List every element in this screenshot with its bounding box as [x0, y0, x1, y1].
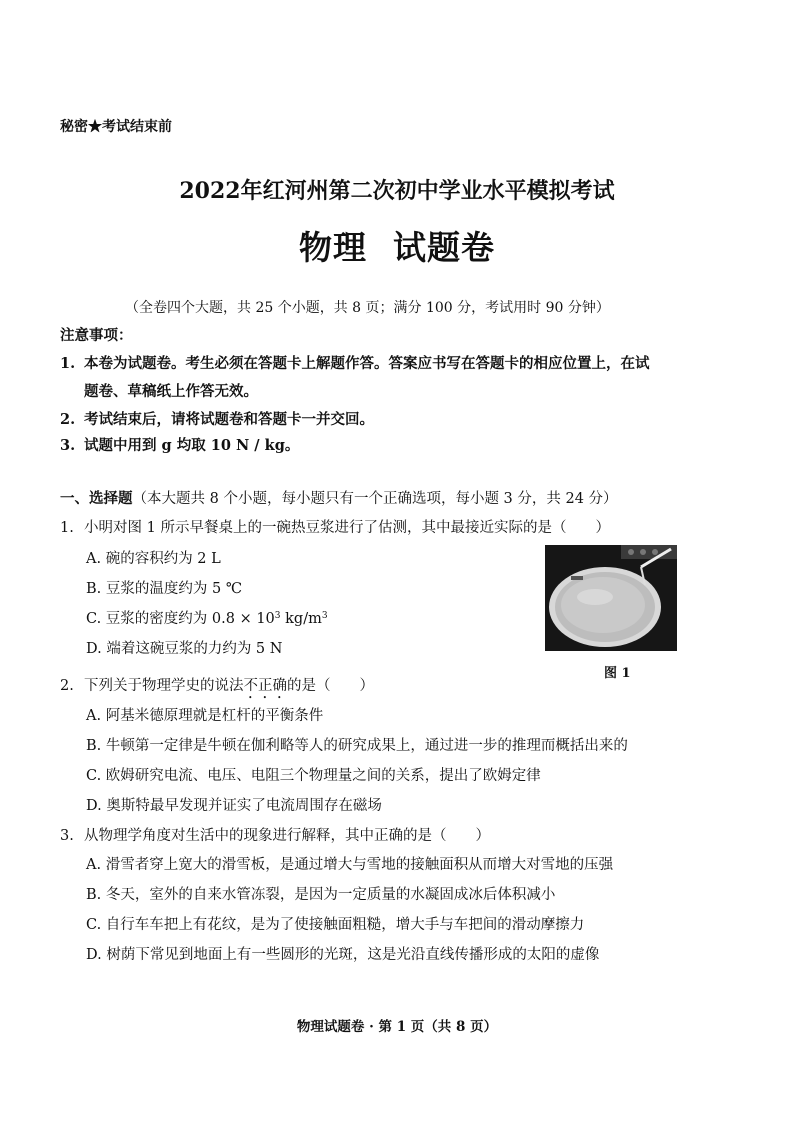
notes-heading: 注意事项：: [60, 327, 133, 344]
option: D. 树荫下常见到地面上有一些圆形的光斑，这是光沿直线传播形成的太阳的虚像: [86, 947, 600, 963]
soy-milk-bowl-photo: [545, 545, 677, 651]
subject-title: [0, 222, 794, 269]
option: D. 奥斯特最早发现并证实了电流周围存在磁场: [86, 798, 382, 814]
confidential-label: 秘密★考试结束前: [60, 119, 172, 135]
option: A. 阿基米德原理就是杠杆的平衡条件: [86, 708, 324, 724]
option: B. 冬天，室外的自来水管冻裂，是因为一定质量的水凝固成冰后体积减小: [86, 887, 556, 903]
question-stem: 2. 下列关于物理学史的说法不正确的是（ ）: [60, 678, 374, 694]
note-item: 3. 试题中用到 g 均取 10 N / kg。: [60, 437, 300, 454]
option: D. 端着这碗豆浆的力约为 5 N: [86, 641, 283, 657]
note-item-continuation: 题卷、草稿纸上作答无效。: [84, 383, 258, 400]
paper-type: 试题卷: [393, 228, 495, 267]
note-item: 1. 本卷为试题卷。考生必须在答题卡上解题作答。答案应书写在答题卡的相应位置上，在试: [60, 355, 650, 372]
option: C. 豆浆的密度约为 $0.8 \times 10^3$ $kg/m^3$: [86, 611, 328, 627]
subject-name: 物理: [299, 228, 367, 267]
option: B. 牛顿第一定律是牛顿在伽利略等人的研究成果上，通过进一步的推理而概括出来的: [86, 738, 628, 754]
exam-title: 2022年红河州第二次初中学业水平模拟考试: [179, 178, 615, 204]
exam-info: （全卷四个大题，共 25 个小题，共 8 页；满分 100 分，考试用时 90 分钟）: [125, 300, 610, 316]
note-item: 2. 考试结束后，请将试题卷和答题卡一并交回。: [60, 411, 374, 428]
option: B. 豆浆的温度约为 5 ℃: [86, 581, 243, 597]
option: A. 碗的容积约为 2 L: [86, 551, 221, 567]
question-stem: 3. 从物理学角度对生活中的现象进行解释，其中正确的是（ ）: [60, 828, 490, 844]
emphasized-text: 不正确: [243, 678, 287, 694]
question-stem: 1. 小明对图 1 所示早餐桌上的一碗热豆浆进行了估测，其中最接近实际的是（ ）: [60, 520, 610, 536]
option: A. 滑雪者穿上宽大的滑雪板，是通过增大与雪地的接触面积从而增大对雪地的压强: [86, 857, 614, 873]
option: C. 欧姆研究电流、电压、电阻三个物理量之间的关系，提出了欧姆定律: [86, 768, 541, 784]
option: C. 自行车车把上有花纹，是为了使接触面粗糙，增大手与车把间的滑动摩擦力: [86, 917, 585, 933]
section-heading: 一、选择题（本大题共 8 个小题，每小题只有一个正确选项，每小题 3 分，共 24 分）: [60, 490, 618, 507]
page-footer: 物理试题卷 · 第 1 页（共 8 页）: [296, 1019, 498, 1035]
figure-caption: 图 1: [604, 666, 631, 681]
